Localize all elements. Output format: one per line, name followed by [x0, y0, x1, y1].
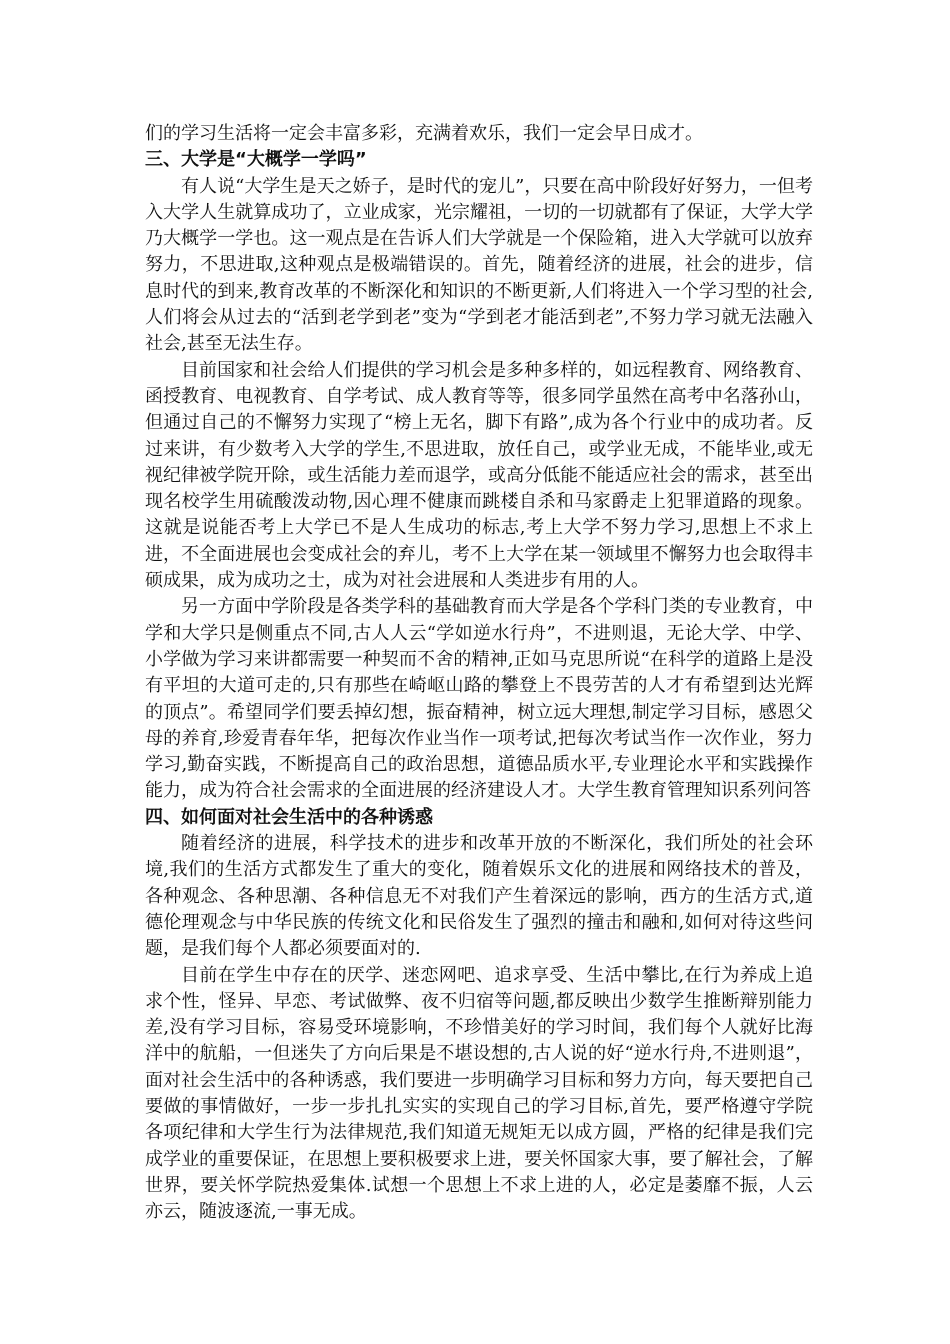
section-3-heading: 三、大学是“大概学一学吗”: [145, 149, 367, 171]
section-3-paragraph-3: 另一方面中学阶段是各类学科的基础教育而大学是各个学科门类的专业教育，中学和大学只是侧重点不同,古人人云“学如逆水行舟”，不进则退，无论大学、中学、小学做为学习来讲都需要一种契而不舍的精神,正如马克思所说“在科学的道路上是没有平坦的大道可走的,只有那些在崎岖山路的攀登上不畏劳苦的人才有希望到达光辉的顶点”。希望同学们要丢掉幻想，振奋精神，树立远大理想,制定学习目标，感恩父母的养育,珍爱青春年华，把每次作业当作一项考试,把每次考试当作一次作业，努力学习,勤奋实践，不断提高自己的政治思想，道德品质水平,专业理论水平和实践操作能力，成为符合社会需求的全面进展的经济建设人才。大学生教育管理知识系列问答: [145, 596, 813, 802]
section-3-paragraph-2: 目前国家和社会给人们提供的学习机会是多种多样的，如远程教育、网络教育、函授教育、电视教育、自学考试、成人教育等等，很多同学虽然在高考中名落孙山，但通过自己的不懈努力实现了“榜上无名，脚下有路”,成为各个行业中的成功者。反过来讲，有少数考入大学的学生,不思进取，放任自己，或学业无成，不能毕业,或无视纪律被学院开除，或生活能力差而退学，或高分低能不能适应社会的需求，甚至出现名校学生用硫酸泼动物,因心理不健康而跳楼自杀和马家爵走上犯罪道路的现象。这就是说能否考上大学已不是人生成功的标志,考上大学不努力学习,思想上不求上进，不全面进展也会变成社会的弃儿，考不上大学在某一领域里不懈努力也会取得丰硕成果，成为成功之士，成为对社会进展和人类进步有用的人。: [145, 359, 813, 592]
section-4-heading: 四、如何面对社会生活中的各种诱惑: [145, 806, 433, 828]
intro-tail-paragraph: 们的学习生活将一定会丰富多彩，充满着欢乐，我们一定会早日成才。: [145, 123, 703, 144]
section-3-paragraph-1: 有人说“大学生是天之娇子，是时代的宠儿”，只要在高中阶段好好努力，一但考入大学人生就算成功了，立业成家，光宗耀祖，一切的一切就都有了保证，大学大学乃大概学一学也。这一观点是在告诉人们大学就是一个保险箱，进入大学就可以放弃努力，不思进取,这种观点是极端错误的。首先，随着经济的进展，社会的进步，信息时代的到来,教育改革的不断深化和知识的不断更新,人们将进入一个学习型的社会,人们将会从过去的“活到老学到老”变为“学到老才能活到老”,不努力学习就无法融入社会,甚至无法生存。: [145, 175, 813, 355]
document-page: [145, 121, 813, 1225]
section-4-paragraph-2: 目前在学生中存在的厌学、迷恋网吧、追求享受、生活中攀比,在行为养成上追求个性，怪异、早恋、考试做弊、夜不归宿等问题,都反映出少数学生推断辩别能力差,没有学习目标，容易受环境影响，不珍惜美好的学习时间，我们每个人就好比海洋中的航船，一但迷失了方向后果是不堪设想的,古人说的好“逆水行舟,不进则退”，面对社会生活中的各种诱惑，我们要进一步明确学习目标和努力方向，每天要把自己要做的事情做好，一步一步扎扎实实的实现自己的学习目标,首先，要严格遵守学院各项纪律和大学生行为法律规范,我们知道无规矩无以成方圆，严格的纪律是我们完成学业的重要保证，在思想上要积极要求上进，要关怀国家大事，要了解社会，了解世界，要关怀学院热爱集体.试想一个思想上不求上进的人，必定是萎靡不振，人云亦云，随波逐流,一事无成。: [145, 964, 813, 1223]
section-4-paragraph-1: 随着经济的进展，科学技术的进步和改革开放的不断深化，我们所处的社会环境,我们的生活方式都发生了重大的变化，随着娱乐文化的进展和网络技术的普及，各种观念、各种思潮、各种信息无不对我们产生着深远的影响，西方的生活方式,道德伦理观念与中华民族的传统文化和民俗发生了强烈的撞击和融和,如何对待这些问题，是我们每个人都必须要面对的.: [145, 833, 813, 960]
